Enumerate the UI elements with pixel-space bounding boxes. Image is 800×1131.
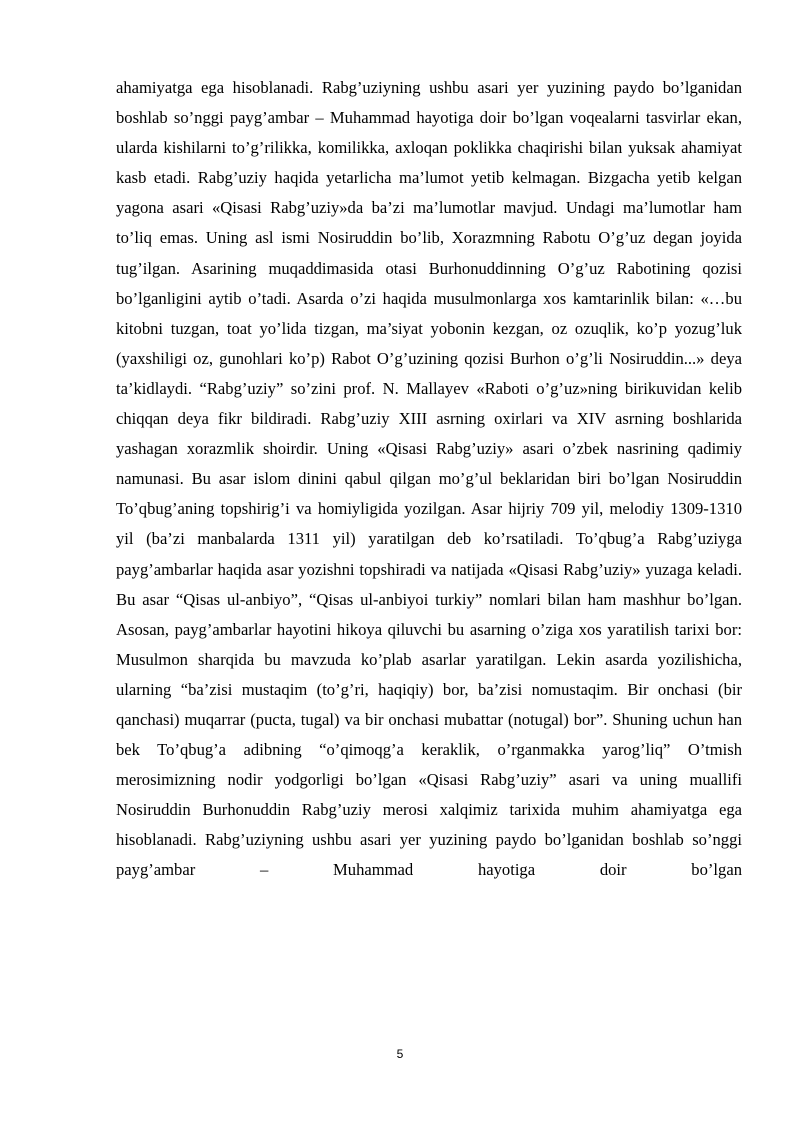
body-paragraph: ahamiyatga ega hisoblanadi. Rabg’uziyning ushbu asari yer yuzining paydo bo’lganidan boshlab so’nggi payg’ambar – Muhammad hayotiga doir bo’lgan voqealarni tasvirlar ekan, ularda kishilarni to’g’rilikka, komilikka, axloqan poklikka chaqirishi bilan yuksak ahamiyat kasb etadi. Rabg’uziy haqida yetarlicha ma’lumot yetib kelmagan. Bizgacha yetib kelgan yagona asari «Qisasi Rabg’uziy»da ba’zi ma’lumotlar mavjud. Undagi ma’lumotlar ham to’liq emas. Uning asl ismi Nosiruddin bo’lib, Xorazmning Rabotu O’g’uz degan joyida tug’ilgan. Asarining muqaddimasida otasi Burhonuddinning O’g’uz Rabotining qozisi bo’lganligini aytib o’tadi. Asarda o’zi haqida musulmonlarga xos kamtarinlik bilan: «…bu kitobni tuzgan, toat yo’lida tizgan, ma’siyat yobonin kezgan, oz ozuqlik, ko’p yozug’luk (yaxshiligi oz, gunohlari ko’p) Rabot O’g’uzining qozisi Burhon o’g’li Nosiruddin...» deya ta’kidlaydi. “Rabg’uziy” so’zini prof. N. Mallayev «Raboti o’g’uz»ning birikuvidan kelib chiqqan deya fikr bildiradi. Rabg’uziy XIII asrning oxirlari va XIV asrning boshlarida yashagan xorazmlik shoirdir. Uning «Qisasi Rabg’uziy» asari o’zbek nasrining qadimiy namunasi. Bu asar islom dinini qabul qilgan mo’g’ul beklaridan biri bo’lgan Nosiruddin To’qbug’aning topshirig’i va homiyligida yozilgan. Asar hijriy 709 yil, melodiy 1309-1310 yil (ba’zi manbalarda 1311 yil) yaratilgan deb ko’rsatiladi. To’qbug’a Rabg’uziyga payg’ambarlar haqida asar yozishni topshiradi va natijada «Qisasi Rabg’uziy» yuzaga keladi. Bu asar “Qisas ul-anbiyo”, “Qisas ul-anbiyoi turkiy” nomlari bilan ham mashhur bo’lgan. Asosan, payg’ambarlar hayotini hikoya qiluvchi bu asarning o’ziga xos yaratilish tarixi bor: Musulmon sharqida bu mavzuda ko’plab asarlar yaratilgan. Lekin asarda yozilishicha, ularning “ba’zisi mustaqim (to’g’ri, haqiqiy) bor, ba’zisi nomustaqim. Bir onchasi (bir qanchasi) muqarrar (pucta, tugal) va bir onchasi mubattar (notugal) bor”. Shuning uchun han bek To’qbug’a adibning “o’qimoqg’a keraklik, o’rganmakka yarog’liq” O’tmish merosimizning nodir yodgorligi bo’lgan «Qisasi Rabg’uziy” asari va uning muallifi Nosiruddin Burhonuddin Rabg’uziy merosi xalqimiz tarixida muhim ahamiyatga ega hisoblanadi. Rabg’uziyning ushbu asari yer yuzining paydo bo’lganidan boshlab so’nggi payg’ambar – Muhammad hayotiga doir bo’lgan xyxy=(116,78,742,880)
page-number: 5 xyxy=(396,1047,404,1061)
